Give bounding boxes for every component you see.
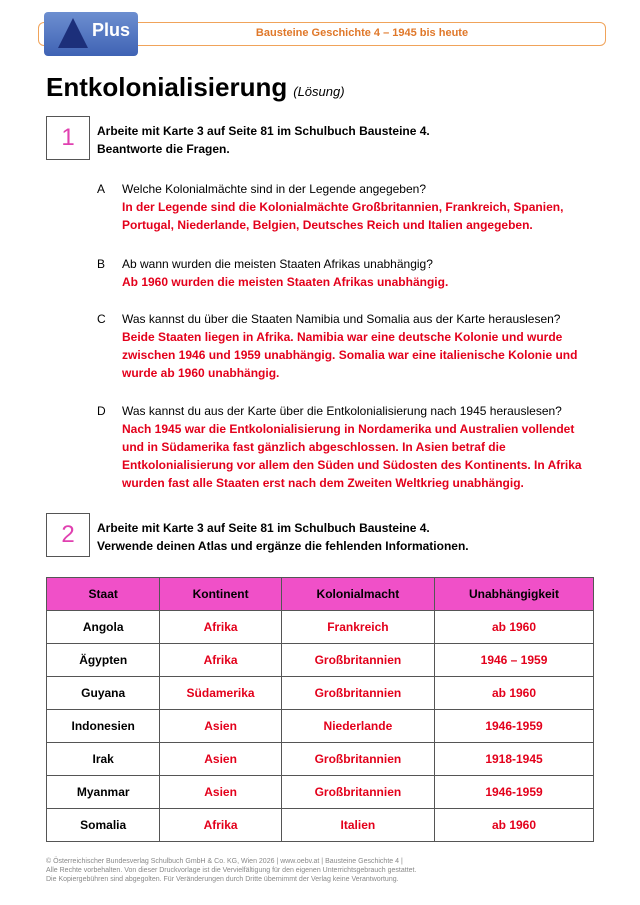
- task-1-number: 1: [46, 116, 90, 160]
- question-d-letter: D: [97, 404, 106, 418]
- cell-kolonialmacht: Großbritannien: [281, 644, 434, 677]
- header-kontinent: Kontinent: [160, 578, 281, 611]
- colonies-table: [46, 577, 594, 842]
- page-subtitle: (Lösung): [293, 84, 345, 99]
- cell-staat: Somalia: [47, 809, 160, 842]
- question-c-text: Was kannst du über die Staaten Namibia und Somalia aus der Karte herauslesen?: [122, 312, 561, 326]
- cell-kolonialmacht: Niederlande: [281, 710, 434, 743]
- cell-unabhaengigkeit: 1946 – 1959: [435, 644, 594, 677]
- question-d-answer: Nach 1945 war die Entkolonialisierung in Nordamerika und Australien vollendet und in Südamerika fast gänzlich abgeschlossen. In Asien betraf die Entkolonialisierung vor allem den Süden und Südosten des Kontinents. In Afrika wurden fast alle Staaten erst nach dem Zweiten Weltkrieg unabhängig.: [122, 422, 582, 490]
- question-a-letter: A: [97, 182, 106, 196]
- footer-line-1: © Österreichischer Bundesverlag Schulbuch GmbH & Co. KG, Wien 2026 | www.oebv.at | Bausteine Geschichte 4 |: [46, 858, 403, 865]
- table-row: [47, 743, 594, 776]
- table-row: [47, 776, 594, 809]
- question-c: [97, 310, 597, 382]
- cell-staat: Irak: [47, 743, 160, 776]
- header-unabhaengigkeit: Unabhängigkeit: [435, 578, 594, 611]
- cell-staat: Guyana: [47, 677, 160, 710]
- page-title-text: Entkolonialisierung: [46, 72, 288, 102]
- header-kolonialmacht: Kolonialmacht: [281, 578, 434, 611]
- table-row: [47, 611, 594, 644]
- task-1-line-1: Arbeite mit Karte 3 auf Seite 81 im Schulbuch Bausteine 4.: [97, 124, 430, 138]
- cell-kontinent: Asien: [160, 743, 281, 776]
- table-row: [47, 677, 594, 710]
- question-c-answer: Beide Staaten liegen in Afrika. Namibia war eine deutsche Kolonie und wurde zwischen 1946 und 1959 unabhängig. Somalia war eine italienische Kolonie und wurde ab 1960 unabhängig.: [122, 330, 578, 380]
- question-c-letter: C: [97, 312, 106, 326]
- cell-staat: Myanmar: [47, 776, 160, 809]
- footer: [46, 857, 606, 884]
- cell-kontinent: Afrika: [160, 644, 281, 677]
- question-a-text: Welche Kolonialmächte sind in der Legende angegeben?: [122, 182, 427, 196]
- cell-kontinent: Asien: [160, 776, 281, 809]
- footer-line-3: Die Kopiergebühren sind abgegolten. Für Veränderungen durch Dritte übernimmt der Verlag keine Verantwortung.: [46, 876, 399, 883]
- question-a: [97, 180, 597, 234]
- cell-unabhaengigkeit: ab 1960: [435, 677, 594, 710]
- question-a-answer: In der Legende sind die Kolonialmächte Großbritannien, Frankreich, Spanien, Portugal, Niederlande, Belgien, Deutsches Reich und Italien angegeben.: [122, 200, 564, 232]
- cell-kolonialmacht: Frankreich: [281, 611, 434, 644]
- table-row: [47, 710, 594, 743]
- cell-kolonialmacht: Italien: [281, 809, 434, 842]
- cell-kolonialmacht: Großbritannien: [281, 776, 434, 809]
- header-title: Bausteine Geschichte 4 – 1945 bis heute: [255, 27, 469, 39]
- cell-unabhaengigkeit: ab 1960: [435, 809, 594, 842]
- cell-unabhaengigkeit: ab 1960: [435, 611, 594, 644]
- header-staat: Staat: [47, 578, 160, 611]
- cell-staat: Angola: [47, 611, 160, 644]
- question-b-text: Ab wann wurden die meisten Staaten Afrikas unabhängig?: [122, 257, 433, 271]
- cell-unabhaengigkeit: 1946-1959: [435, 776, 594, 809]
- cell-kontinent: Asien: [160, 710, 281, 743]
- task-2-instruction: [97, 519, 469, 555]
- cell-kontinent: Afrika: [160, 611, 281, 644]
- cell-kontinent: Südamerika: [160, 677, 281, 710]
- question-b: [97, 255, 597, 291]
- task-2-line-1: Arbeite mit Karte 3 auf Seite 81 im Schulbuch Bausteine 4.: [97, 521, 430, 535]
- table-header-row: [47, 578, 594, 611]
- task-2-line-2: Verwende deinen Atlas und ergänze die fehlenden Informationen.: [97, 539, 469, 553]
- logo-text: Plus: [92, 20, 131, 40]
- footer-line-2: Alle Rechte vorbehalten. Von dieser Druckvorlage ist die Vervielfältigung für den eigenen Unterrichtsgebrauch gestattet.: [46, 867, 417, 874]
- table-row: [47, 644, 594, 677]
- triangle-logo-icon: [58, 18, 88, 48]
- question-d: [97, 402, 597, 492]
- task-2-number: 2: [46, 513, 90, 557]
- cell-unabhaengigkeit: 1918-1945: [435, 743, 594, 776]
- task-1-instruction: [97, 122, 430, 158]
- cell-kontinent: Afrika: [160, 809, 281, 842]
- cell-unabhaengigkeit: 1946-1959: [435, 710, 594, 743]
- cell-kolonialmacht: Großbritannien: [281, 677, 434, 710]
- plus-logo: [44, 12, 138, 56]
- question-b-letter: B: [97, 257, 106, 271]
- task-1-line-2: Beantworte die Fragen.: [97, 142, 230, 156]
- table-row: [47, 809, 594, 842]
- cell-staat: Indonesien: [47, 710, 160, 743]
- question-d-text: Was kannst du aus der Karte über die Entkolonialisierung nach 1945 herauslesen?: [122, 404, 562, 418]
- cell-staat: Ägypten: [47, 644, 160, 677]
- question-b-answer: Ab 1960 wurden die meisten Staaten Afrikas unabhängig.: [122, 275, 449, 289]
- page-title: [46, 72, 345, 103]
- cell-kolonialmacht: Großbritannien: [281, 743, 434, 776]
